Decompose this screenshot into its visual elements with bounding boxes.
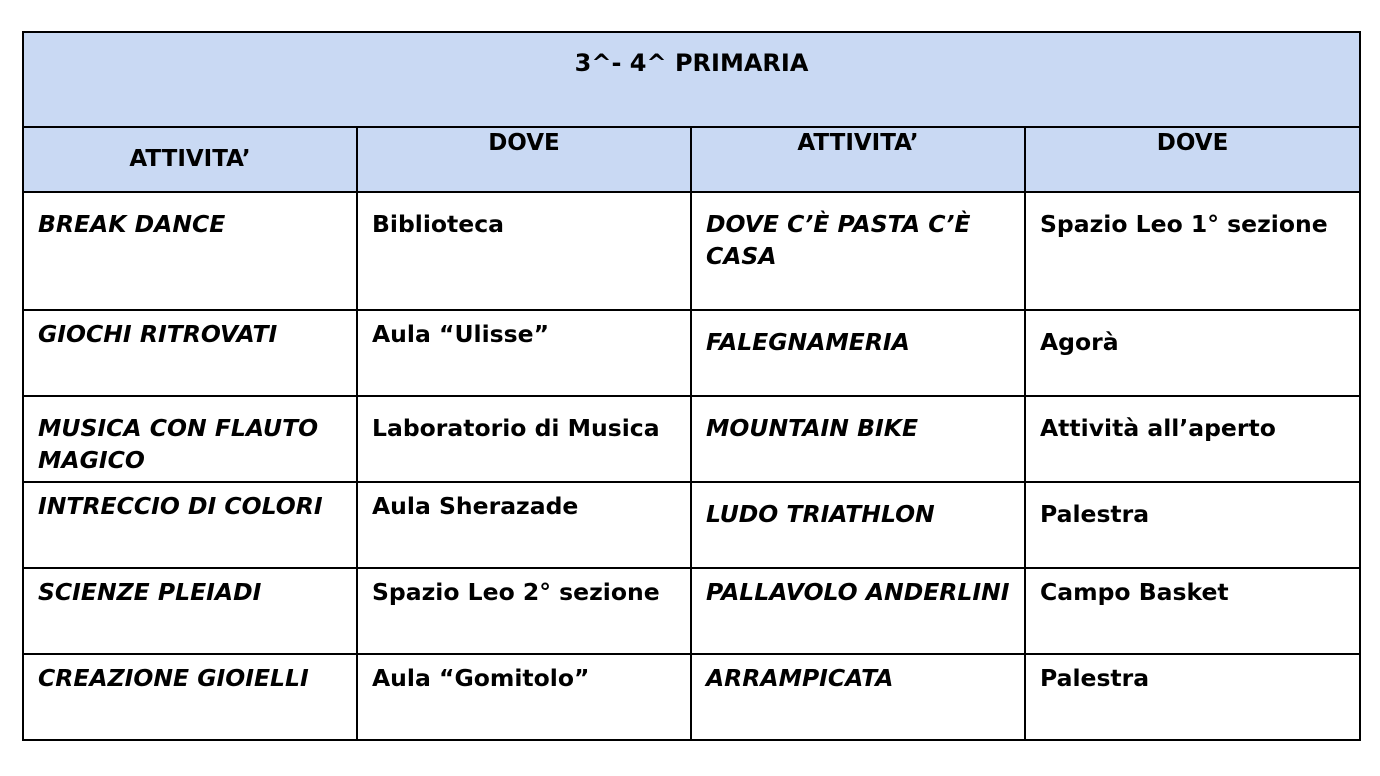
activity-cell (23, 396, 357, 482)
activity-cell (691, 192, 1025, 310)
activity-cell (23, 192, 357, 310)
location-name: Agorà (1040, 328, 1119, 356)
location-cell (1025, 482, 1360, 568)
location-name: Campo Basket (1040, 578, 1229, 606)
location-name: Aula “Ulisse” (372, 320, 550, 348)
activity-name: LUDO TRIATHLON (706, 500, 935, 528)
table-row (23, 482, 1360, 568)
column-header-label: DOVE (1156, 130, 1229, 156)
location-name: Attività all’aperto (1040, 414, 1276, 442)
activity-name: INTRECCIO DI COLORI (38, 492, 323, 520)
header-row (23, 127, 1360, 192)
activity-name: BREAK DANCE (38, 210, 226, 238)
location-name: Aula Sherazade (372, 492, 579, 520)
location-cell (357, 310, 691, 396)
table-row (23, 192, 1360, 310)
location-cell (357, 482, 691, 568)
column-header-activity (691, 127, 1025, 192)
activity-name: PALLAVOLO ANDERLINI (706, 578, 1010, 606)
title-row (23, 32, 1360, 127)
table-row (23, 310, 1360, 396)
location-name: Palestra (1040, 500, 1150, 528)
activity-cell (23, 654, 357, 740)
location-cell (1025, 396, 1360, 482)
activity-name: CREAZIONE GIOIELLI (38, 664, 309, 692)
table-title: 3^- 4^ PRIMARIA (574, 49, 809, 77)
activity-cell (23, 482, 357, 568)
activity-cell (691, 482, 1025, 568)
column-header-activity (23, 127, 357, 192)
activity-name: SCIENZE PLEIADI (38, 578, 262, 606)
activity-name: MOUNTAIN BIKE (706, 414, 919, 442)
activity-cell (23, 568, 357, 654)
location-cell (1025, 192, 1360, 310)
column-header-label: ATTIVITA’ (797, 130, 919, 156)
column-header-where (357, 127, 691, 192)
table-title-cell (23, 32, 1360, 127)
column-header-label: ATTIVITA’ (129, 146, 251, 172)
activity-cell (691, 654, 1025, 740)
location-name: Aula “Gomitolo” (372, 664, 590, 692)
location-cell (357, 568, 691, 654)
location-name: Spazio Leo 1° sezione (1040, 210, 1328, 238)
column-header-label: DOVE (488, 130, 560, 156)
activity-cell (691, 396, 1025, 482)
activity-name: FALEGNAMERIA (706, 328, 910, 356)
table-row (23, 654, 1360, 740)
table-row (23, 396, 1360, 482)
location-cell (1025, 654, 1360, 740)
activity-cell (23, 310, 357, 396)
activity-name: GIOCHI RITROVATI (38, 320, 278, 348)
location-name: Palestra (1040, 664, 1150, 692)
location-cell (1025, 568, 1360, 654)
column-header-where (1025, 127, 1360, 192)
location-name: Spazio Leo 2° sezione (372, 578, 660, 606)
location-cell (1025, 310, 1360, 396)
activity-name: DOVE C’È PASTA C’È CASA (706, 210, 971, 270)
location-name: Laboratorio di Musica (372, 414, 660, 442)
activity-name: MUSICA CON FLAUTO MAGICO (38, 414, 319, 474)
activity-cell (691, 310, 1025, 396)
location-cell (357, 192, 691, 310)
location-name: Biblioteca (372, 210, 505, 238)
activity-table (22, 31, 1361, 741)
activity-name: ARRAMPICATA (706, 664, 894, 692)
location-cell (357, 654, 691, 740)
activity-cell (691, 568, 1025, 654)
table-row (23, 568, 1360, 654)
location-cell (357, 396, 691, 482)
